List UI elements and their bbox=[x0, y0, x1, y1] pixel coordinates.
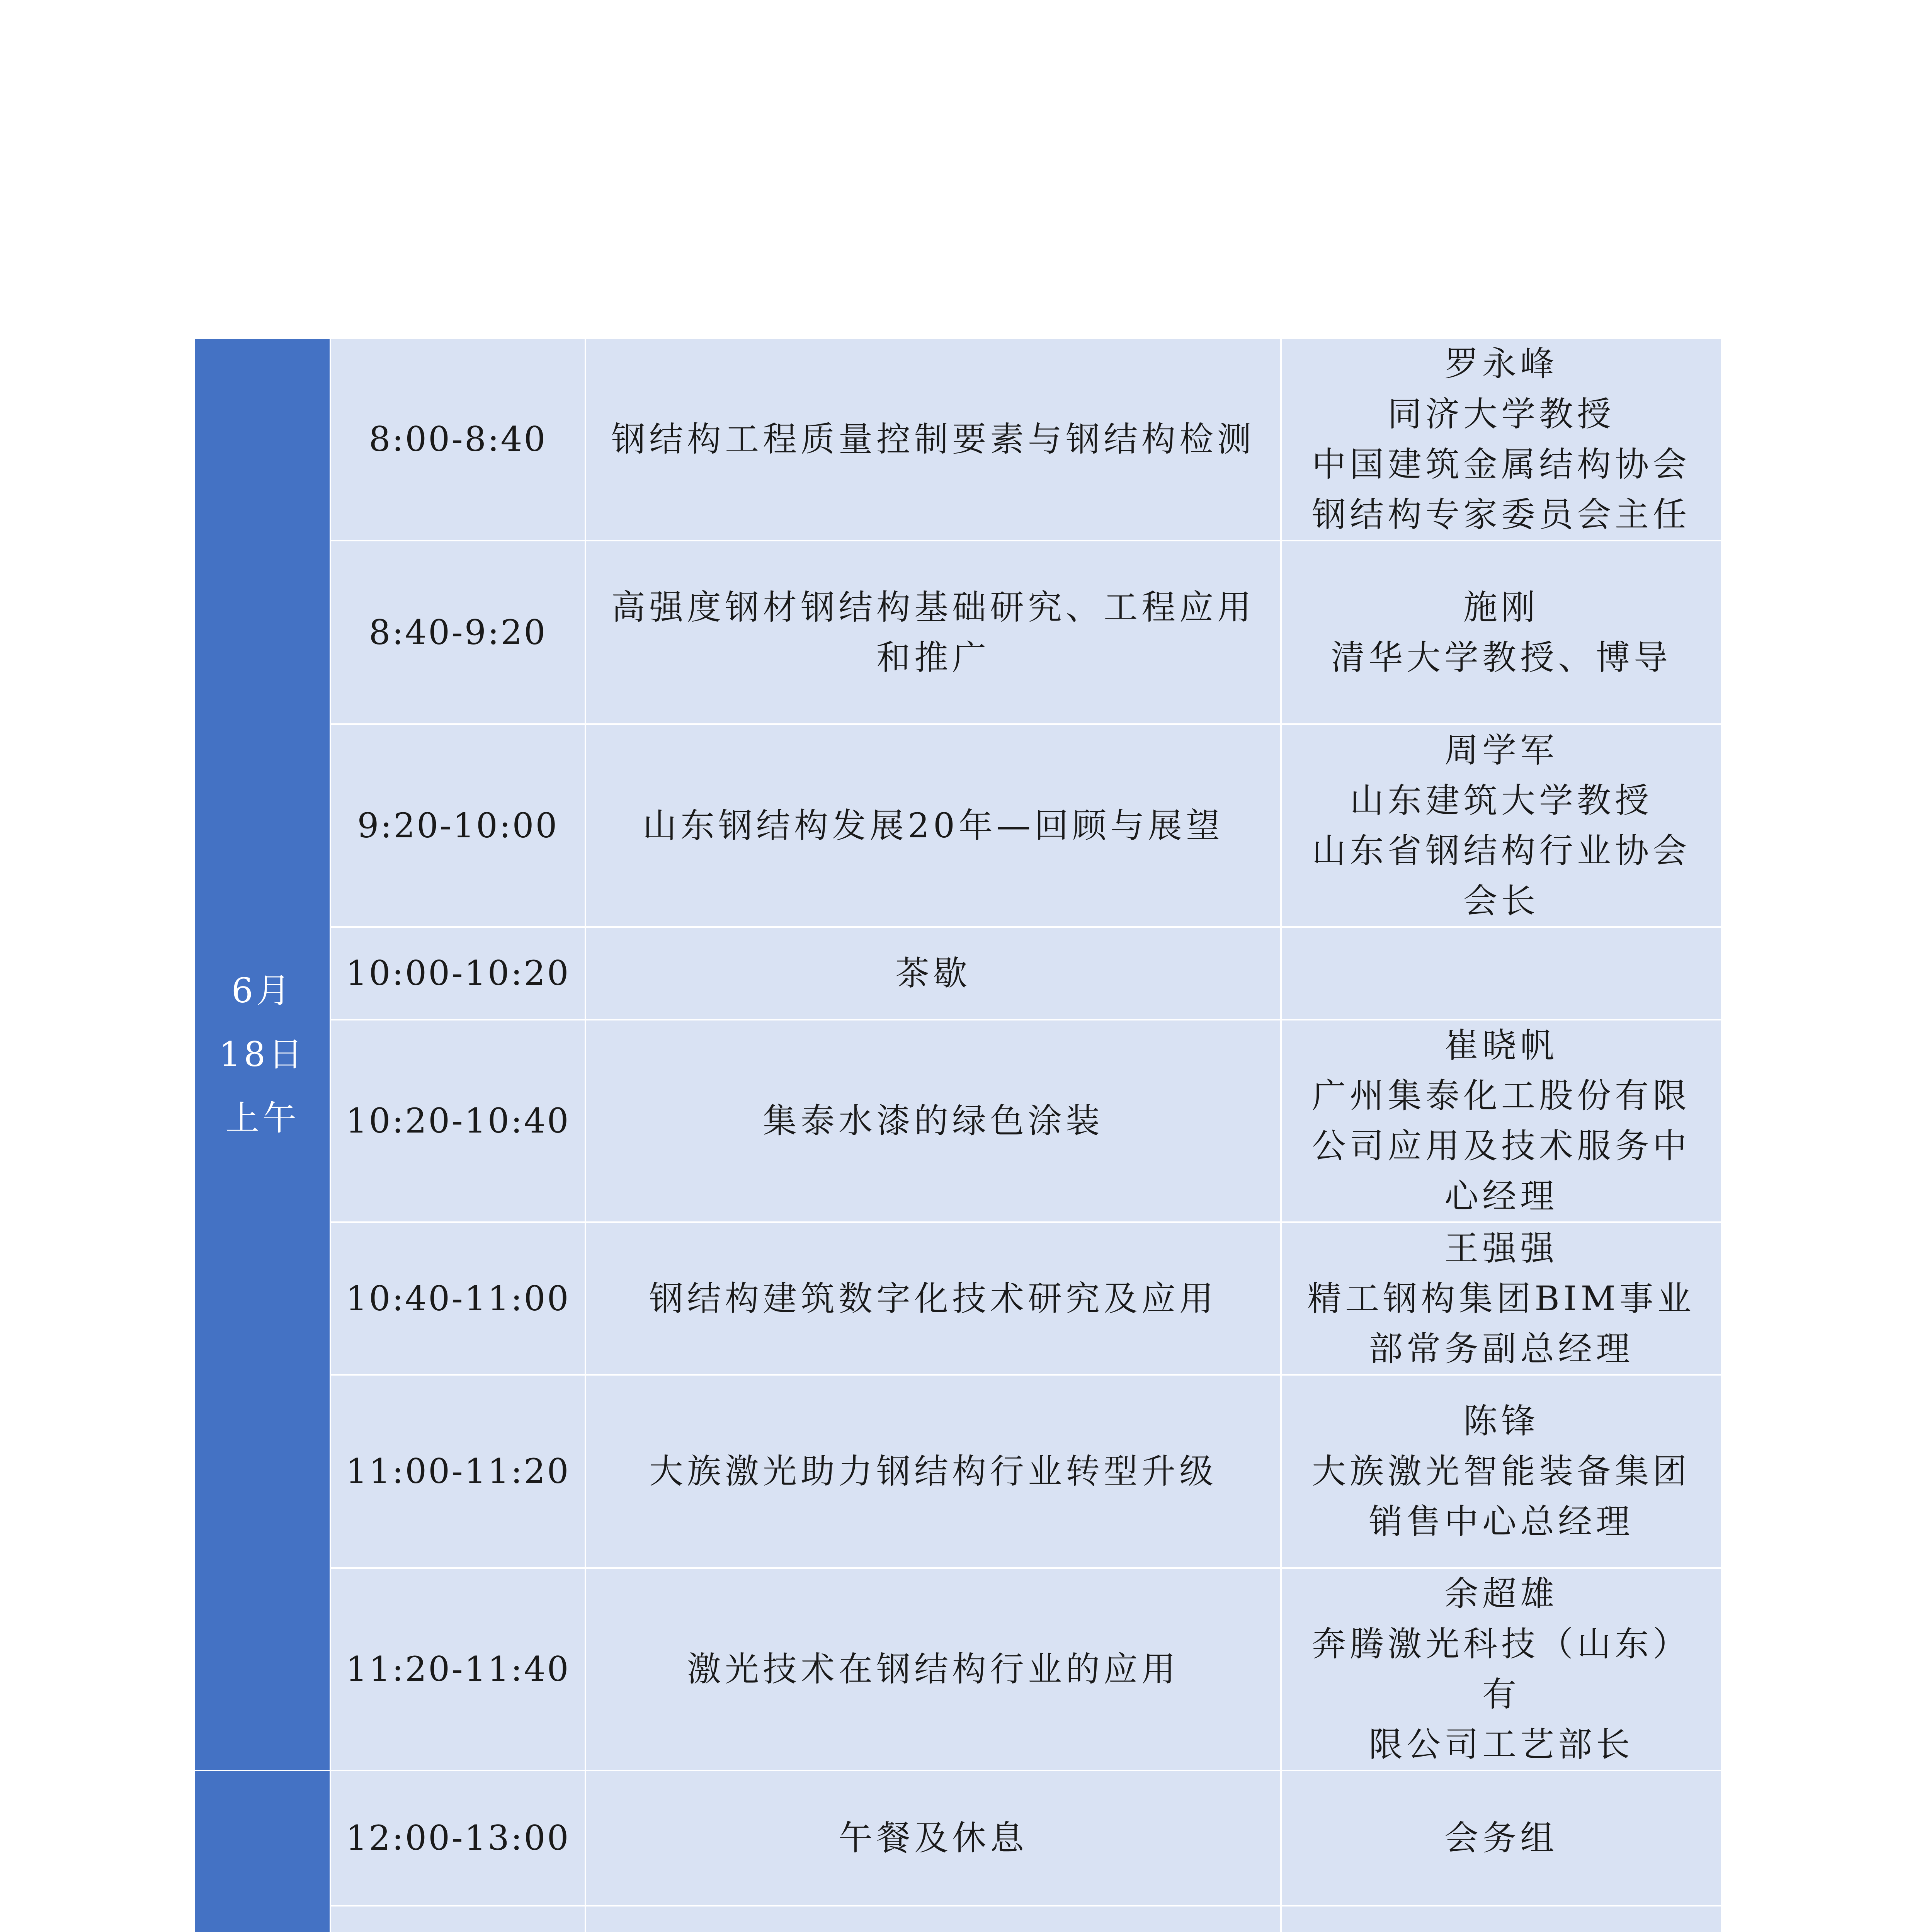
speaker-cell: 王强强 精工钢构集团BIM事业 部常务副总经理 bbox=[1281, 1222, 1721, 1375]
speaker-cell: 周学军 山东建筑大学教授 山东省钢结构行业协会 会长 bbox=[1281, 724, 1721, 927]
topic-cell: 山东钢结构发展20年—回顾与展望 bbox=[585, 724, 1281, 927]
afternoon-rows bbox=[195, 1770, 1721, 1932]
time-cell: 10:00-10:20 bbox=[330, 927, 585, 1020]
session-label: 6月 bbox=[231, 971, 293, 1010]
time-cell: 8:40-9:20 bbox=[330, 541, 585, 724]
topic-cell: 茶歇 bbox=[585, 927, 1281, 1020]
speaker-cell bbox=[1281, 927, 1721, 1020]
morning-rows bbox=[195, 338, 1721, 1770]
topic-cell: 大族激光助力钢结构行业转型升级 bbox=[585, 1375, 1281, 1568]
table-row bbox=[195, 1020, 1721, 1222]
table-row bbox=[195, 338, 1721, 541]
speaker-cell: 会务组 bbox=[1281, 1770, 1721, 1906]
speaker-cell: 施刚 清华大学教授、博导 bbox=[1281, 541, 1721, 724]
speaker-cell: 崔晓帆 广州集泰化工股份有限 公司应用及技术服务中 心经理 bbox=[1281, 1020, 1721, 1222]
speaker-cell: 罗永峰 同济大学教授 中国建筑金属结构协会 钢结构专家委员会主任 bbox=[1281, 338, 1721, 541]
speaker-cell: 陈锋 大族激光智能装备集团 销售中心总经理 bbox=[1281, 1375, 1721, 1568]
session-afternoon bbox=[195, 1770, 330, 1932]
table-row bbox=[195, 927, 1721, 1020]
time-cell: 10:20-10:40 bbox=[330, 1020, 585, 1222]
topic-cell: 高强度钢材钢结构基础研究、工程应用 和推广 bbox=[585, 541, 1281, 724]
topic-cell: 钢结构工程质量控制要素与钢结构检测 bbox=[585, 338, 1281, 541]
time-cell: 12:00-13:00 bbox=[330, 1770, 585, 1906]
table-row bbox=[195, 1770, 1721, 1906]
table-row bbox=[195, 1906, 1721, 1932]
topic-cell bbox=[585, 1906, 1281, 1932]
time-cell: 8:00-8:40 bbox=[330, 338, 585, 541]
session-label: 18日 bbox=[219, 1034, 306, 1074]
time-cell bbox=[330, 1906, 585, 1932]
time-cell: 9:20-10:00 bbox=[330, 724, 585, 927]
topic-cell: 钢结构建筑数字化技术研究及应用 bbox=[585, 1222, 1281, 1375]
topic-cell: 激光技术在钢结构行业的应用 bbox=[585, 1568, 1281, 1770]
topic-cell: 午餐及休息 bbox=[585, 1770, 1281, 1906]
speaker-cell: 余超雄 奔腾激光科技（山东）有 限公司工艺部长 bbox=[1281, 1568, 1721, 1770]
speaker-cell bbox=[1281, 1906, 1721, 1932]
table-row bbox=[195, 724, 1721, 927]
schedule-table bbox=[195, 337, 1722, 1932]
table-row bbox=[195, 541, 1721, 724]
table-row bbox=[195, 1568, 1721, 1770]
time-cell: 11:00-11:20 bbox=[330, 1375, 585, 1568]
table-row bbox=[195, 1222, 1721, 1375]
session-label: 上午 bbox=[225, 1098, 299, 1138]
session-morning bbox=[195, 338, 330, 1770]
topic-cell: 集泰水漆的绿色涂装 bbox=[585, 1020, 1281, 1222]
table-row bbox=[195, 1375, 1721, 1568]
time-cell: 10:40-11:00 bbox=[330, 1222, 585, 1375]
time-cell: 11:20-11:40 bbox=[330, 1568, 585, 1770]
